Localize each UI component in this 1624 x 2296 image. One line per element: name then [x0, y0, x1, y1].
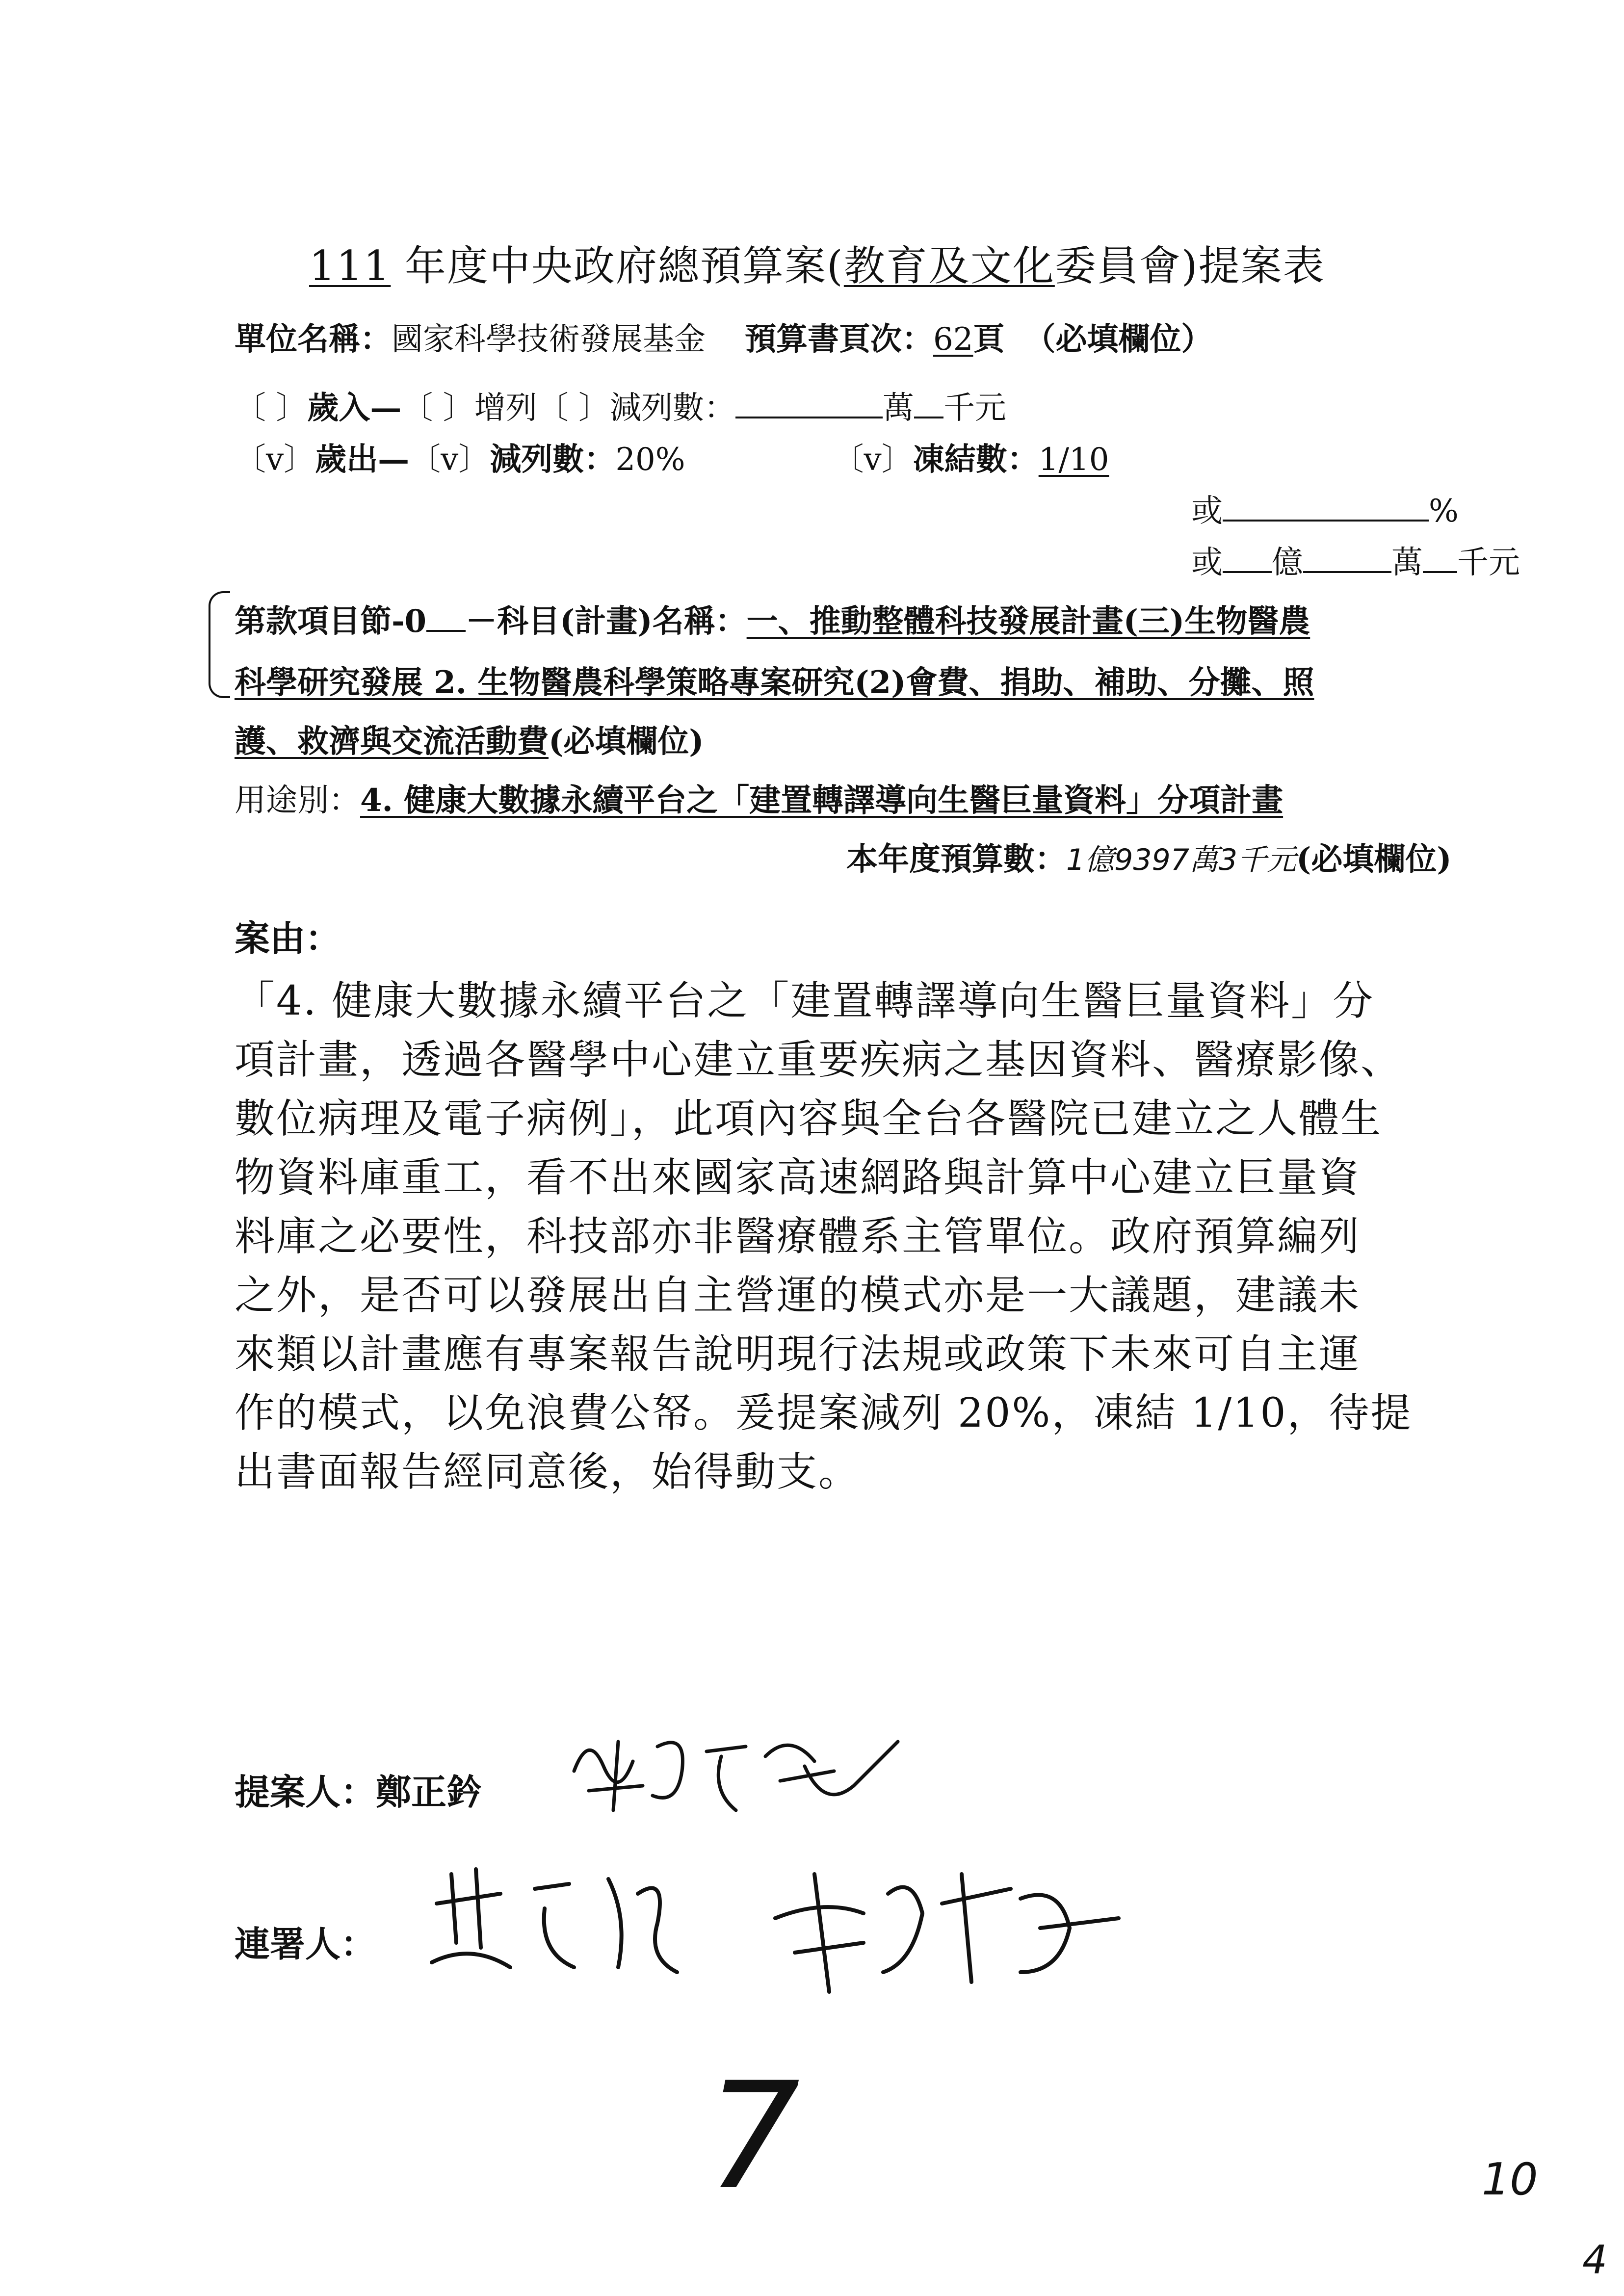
freeze-label: 凍結數：	[913, 441, 1039, 478]
expense-line	[235, 434, 1109, 479]
unit-qian: 千元	[943, 390, 1007, 426]
budget-line	[846, 834, 1452, 879]
expense-decrease-box: 〔v〕	[409, 442, 490, 478]
reason-heading: 案由：	[235, 917, 341, 959]
budget-label: 本年度預算數：	[846, 841, 1066, 878]
committee-name: 教育及文化	[843, 242, 1055, 290]
decrease-blank	[735, 387, 883, 418]
item-dash: －科目(計畫)名稱：	[466, 603, 747, 640]
expense-decrease-label: 減列數：	[490, 441, 616, 478]
fiscal-year: 111	[309, 242, 391, 290]
expense-label: 歲出—	[315, 441, 410, 478]
proposer-label: 提案人：	[235, 1771, 376, 1813]
unit-line	[235, 314, 1212, 359]
decrease-box: 〔 〕	[537, 390, 610, 426]
item-line-3	[235, 716, 704, 761]
reason-line-9: 出書面報告經同意後，始得動支。	[235, 1449, 861, 1495]
handwritten-edge-mark: 4	[1582, 2237, 1607, 2283]
title-middle: 年度中央政府總預算案(	[391, 242, 844, 290]
expense-decrease-value: 20%	[615, 442, 685, 478]
unit-name: 國家科學技術發展基金	[392, 321, 706, 358]
qian-blank	[1423, 542, 1457, 573]
alt-amount-line	[1191, 537, 1520, 582]
reason-line-6: 之外，是否可以發展出自主營運的模式亦是一大議題，建議未	[235, 1272, 1361, 1319]
increase-box: 〔 〕	[401, 390, 474, 426]
budget-page-number: 62	[933, 321, 973, 358]
freeze-value: 1/10	[1038, 442, 1109, 478]
revenue-label: 歲入—	[307, 390, 402, 426]
item-required-note: (必填欄位)	[549, 723, 704, 760]
budget-page-suffix: 頁	[973, 321, 1005, 358]
or-label-2: 或	[1191, 545, 1223, 581]
item-name-line-2: 科學研究發展 2. 生物醫農科學策略專案研究(2)會費、捐助、補助、分攤、照	[235, 664, 1314, 701]
title-end: 委員會)提案表	[1054, 242, 1325, 290]
wan-blank	[914, 387, 943, 418]
usage-line	[235, 775, 1283, 820]
wan-unit: 萬	[1391, 545, 1423, 581]
item-name-line-1: 一、推動整體科技發展計畫(三)生物醫農	[746, 603, 1310, 640]
increase-label: 增列	[474, 390, 537, 426]
item-line-2	[235, 657, 1314, 703]
freeze-box: 〔v〕	[832, 442, 913, 478]
reason-line-2: 項計畫，透過各醫學中心建立重要疾病之基因資料、醫療影像、	[235, 1037, 1403, 1083]
budget-value-handwritten: 1億9397萬3千元	[1066, 843, 1297, 877]
handwritten-page-mark: 7	[707, 2051, 800, 2222]
cosigner-signatures	[422, 1845, 1158, 2007]
item-blank	[426, 600, 466, 632]
item-prefix: 第款項目節-0	[235, 603, 427, 640]
cosigner-label: 連署人：	[235, 1923, 376, 1965]
revenue-box: 〔 〕	[235, 390, 308, 426]
form-title	[309, 233, 1325, 292]
usage-label: 用途別：	[235, 783, 360, 819]
or-label: 或	[1191, 493, 1223, 529]
wan-blank-2	[1303, 542, 1391, 573]
reason-line-5: 料庫之必要性，科技部亦非醫療體系主管單位。政府預算編列	[235, 1213, 1361, 1260]
unit-wan: 萬	[883, 390, 915, 426]
yi-blank	[1223, 542, 1272, 573]
usage-value: 4. 健康大數據永續平台之「建置轉譯導向生醫巨量資料」分項計畫	[360, 782, 1283, 819]
reason-line-7: 來類以計畫應有專案報告說明現行法規或政策下未來可自主運	[235, 1331, 1361, 1378]
handwritten-corner-mark: 10	[1482, 2154, 1538, 2205]
unit-required-note: （必填欄位）	[1024, 321, 1213, 358]
handwritten-bracket	[209, 591, 230, 698]
item-line-1	[235, 596, 1310, 641]
reason-line-4: 物資料庫重工，看不出來國家高速網路與計算中心建立巨量資	[235, 1154, 1361, 1201]
percent-blank	[1223, 490, 1429, 522]
budget-page-label: 預算書頁次：	[745, 321, 933, 358]
item-name-line-3: 護、救濟與交流活動費	[235, 723, 549, 760]
yi-unit: 億	[1272, 545, 1303, 581]
proposer-line	[235, 1764, 482, 1815]
reason-line-3: 數位病理及電子病例」，此項內容與全台各醫院已建立之人體生	[235, 1096, 1383, 1142]
alt-percent-line	[1191, 486, 1459, 531]
reason-line-8: 作的模式，以免浪費公帑。爰提案減列 20%，凍結 1/10，待提	[235, 1390, 1413, 1436]
budget-required-note: (必填欄位)	[1296, 841, 1452, 878]
qian-unit: 千元	[1457, 545, 1520, 581]
decrease-label: 減列數：	[610, 390, 736, 426]
proposer-name: 鄭正鈐	[376, 1771, 482, 1813]
revenue-line	[235, 383, 1006, 428]
percent-sign: %	[1429, 493, 1459, 529]
proposer-signature	[559, 1712, 913, 1825]
unit-label: 單位名稱：	[235, 321, 392, 358]
cosigner-line	[235, 1916, 376, 1967]
expense-box: 〔v〕	[235, 442, 315, 478]
reason-line-1: 「4. 健康大數據永續平台之「建置轉譯導向生醫巨量資料」分	[235, 978, 1375, 1024]
